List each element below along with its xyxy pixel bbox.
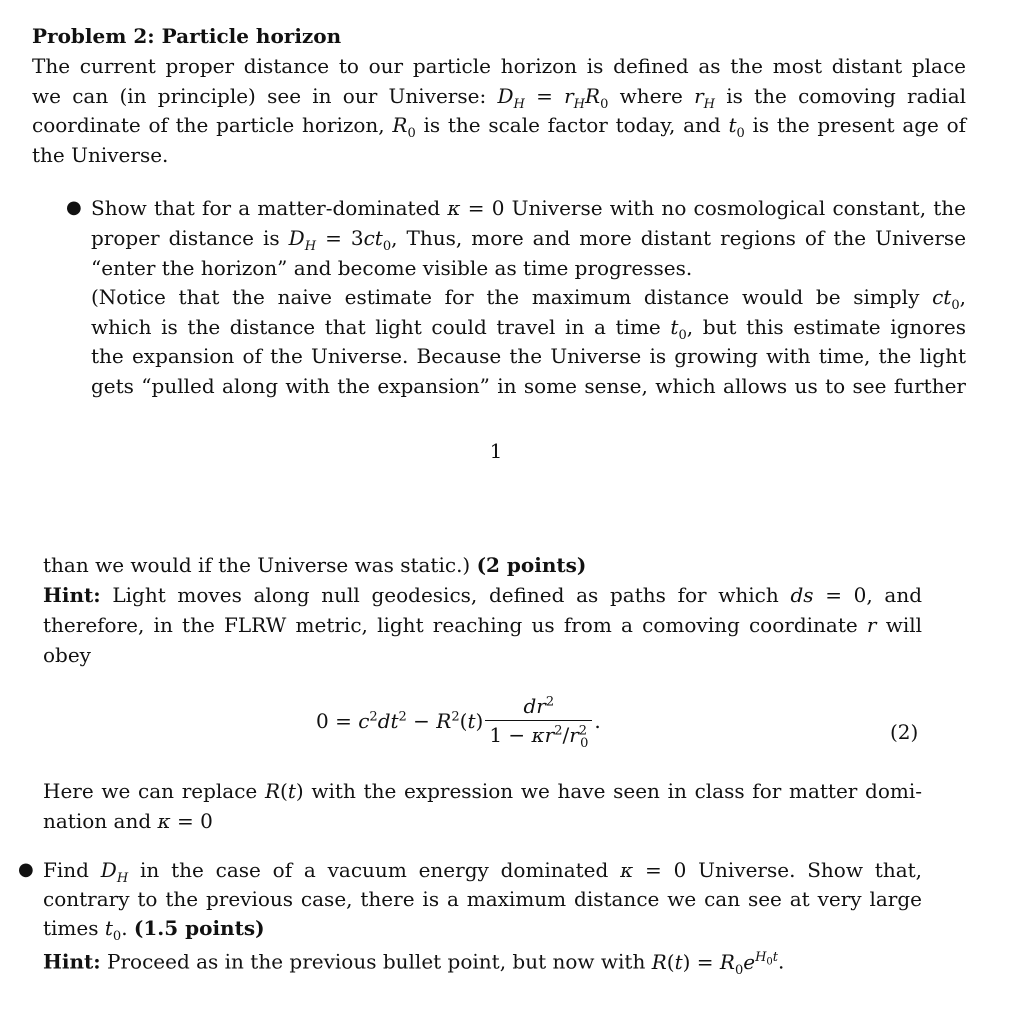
after-eq-line-2 [43, 807, 213, 835]
page-number: 1 [489, 439, 503, 463]
bullet1-line-7: gets “pulled along with the expansion” in some sense, which allows us to see further [91, 374, 966, 398]
bullet1-text: which is the distance that light could travel in a time [91, 315, 661, 339]
math-kappa-zero: κ = 0 [620, 858, 687, 882]
bullet2-line-3: times $t_0$. (1.5 points) [43, 916, 265, 944]
bullet1-text: but this estimate ignores [702, 315, 967, 339]
math-r: r [866, 613, 877, 637]
bullet2-line-2: contrary to the previous case, there is a maximum distance we can see at very large [43, 887, 922, 911]
bullet-dot-icon: ● [66, 197, 82, 218]
hint-line-1 [43, 581, 922, 609]
bullet1-text: (Notice that the naive estimate for the maximum distance would be simply [91, 285, 920, 309]
math-ds-zero: ds = 0, [790, 583, 873, 607]
math-DH-3ct0: $D_H = 3ct_0$ [288, 226, 392, 254]
continuation-text: than we would if the Universe was static.) [43, 553, 471, 577]
intro-line-3 [32, 111, 966, 148]
bullet1-line-4: (Notice that the naive estimate for the maximum distance would be simply $ct_0$, [91, 285, 966, 313]
points-label: (2 points) [476, 553, 587, 577]
hint-line-2 [43, 611, 922, 639]
intro-line-4: the Universe. [32, 143, 169, 167]
after-eq-text: nation and [43, 809, 152, 833]
intro-text: is the present age of [752, 113, 967, 137]
equation-fraction: $\frac{dr^2}{1 - \kappa r^2/r^2_0}$ [485, 694, 592, 751]
bullet2-hint: Hint: Proceed as in the previous bullet point, but now with $R(t) = R_0e^{H_0t}$. [43, 949, 785, 978]
hint-text: will [885, 613, 923, 637]
bullet1-text: Universe with no cosmological constant, the [511, 196, 967, 220]
intro-text: is the comoving radial [726, 84, 967, 108]
continuation-line-1 [43, 551, 586, 579]
bullet1-line-1 [91, 194, 966, 222]
math-kappa-zero: κ = 0 [447, 196, 505, 220]
equation-2: $0 = c^2dt^2 - R^2(t)$ $\frac{dr^2}{1 - \kappa r^2/r^2_0}$ . [316, 694, 601, 751]
math-R0: $R_0$ [392, 113, 416, 141]
intro-text: where [619, 84, 683, 108]
after-eq-line-1 [43, 777, 922, 805]
hint-text: and [884, 583, 923, 607]
math-Rt-exp: $R(t) = R_0e^{H_0t}$ [651, 949, 779, 978]
bullet1-line-5: which is the distance that light could travel in a time $t_0$, but this estimate ignores [91, 315, 967, 343]
after-eq-text: Here we can replace [43, 779, 258, 803]
bullet2-text: Find [43, 858, 89, 882]
math-t0: $t_0$ [104, 916, 122, 944]
intro-text: is the scale factor today, and [423, 113, 721, 137]
intro-text: we can (in principle) see in our Universe: [32, 84, 487, 108]
bullet1-line-6: the expansion of the Universe. Because the Universe is growing with time, the light [91, 344, 966, 368]
problem-title: Problem 2: Particle horizon [32, 24, 342, 48]
after-eq-text: with the expression we have seen in class for matter domi- [311, 779, 923, 803]
equation-number: (2) [890, 720, 919, 744]
math-t0: $t_0$ [670, 315, 687, 343]
math-DH: $D_H = r_HR_0$ [497, 84, 609, 112]
hint-label: Hint: [43, 949, 101, 974]
hint-text: therefore, in the FLRW metric, light reaching us from a comoving coordinate [43, 613, 858, 637]
points-label: (1.5 points) [133, 916, 265, 940]
bullet1-text: Show that for a matter-dominated [91, 196, 441, 220]
math-Rt: R(t) [264, 779, 304, 803]
bullet1-line-2: proper distance is $D_H = 3ct_0$, Thus, more and more distant regions of the Universe [91, 226, 967, 254]
intro-line-1: The current proper distance to our particle horizon is defined as the most distant place [32, 54, 966, 78]
bullet2-text: Universe. Show that, [698, 858, 923, 882]
math-ct0: $ct_0$ [932, 285, 960, 313]
hint-line-3: obey [43, 643, 91, 667]
bullet-dot-icon: ● [18, 859, 34, 880]
hint-label: Hint: [43, 583, 101, 607]
bullet1-text: proper distance is [91, 226, 280, 250]
math-kappa-zero: κ = 0 [157, 809, 213, 833]
bullet1-text: Thus, more and more distant regions of the Universe [406, 226, 967, 250]
math-rH: $r_H$ [694, 84, 715, 112]
bullet1-line-3: “enter the horizon” and become visible as time progresses. [91, 256, 693, 280]
hint-text: Proceed as in the previous bullet point, but now with [107, 949, 646, 974]
math-t0: $t_0$ [728, 113, 745, 141]
bullet2-text: times [43, 916, 99, 940]
math-DH: $D_H$ [100, 858, 129, 886]
hint-text: Light moves along null geodesics, defined as paths for which [112, 583, 779, 607]
intro-text: coordinate of the particle horizon, [32, 113, 385, 137]
bullet2-text: in the case of a vacuum energy dominated [139, 858, 609, 882]
